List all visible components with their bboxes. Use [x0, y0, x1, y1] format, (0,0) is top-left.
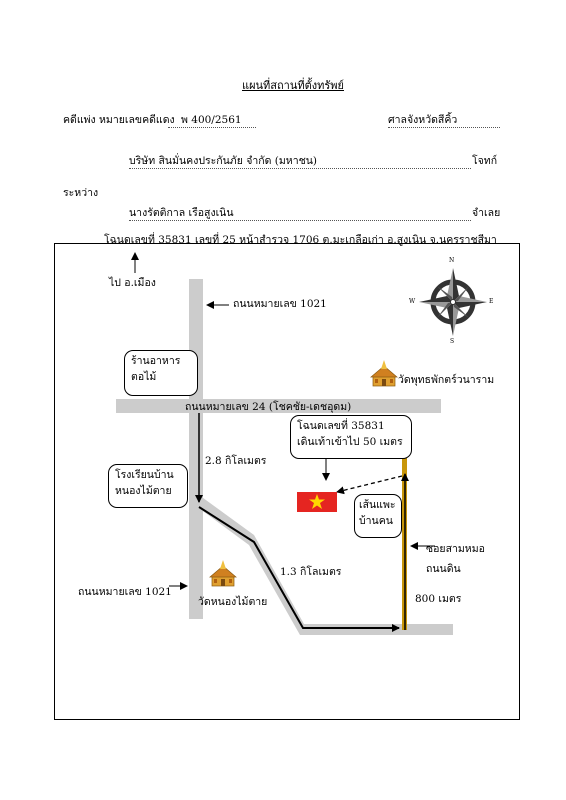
temple-2-label: วัดหนองไม้ตาย — [198, 596, 268, 608]
distance-2-8-km: 2.8 กิโลเมตร — [205, 455, 267, 467]
court-dotted-line — [388, 127, 500, 128]
school-box — [108, 464, 188, 508]
soi-line-1: ซอยสามหมอ — [426, 543, 485, 555]
soi-label — [426, 540, 485, 580]
compass-east: E — [489, 298, 494, 305]
case-number: พ 400/2561 — [181, 114, 242, 126]
page-title: แผนที่สถานที่ตั้งทรัพย์ — [242, 79, 344, 92]
plaintiff-role: โจทก์ — [472, 155, 498, 167]
school-line-1: โรงเรียนบ้าน — [115, 469, 174, 481]
temple-icon — [210, 560, 236, 586]
distance-800-m: 800 เมตร — [415, 593, 462, 605]
distance-1-3-km: 1.3 กิโลเมตร — [280, 566, 342, 578]
deed-box — [290, 415, 412, 459]
defendant-role: จำเลย — [472, 207, 501, 219]
restaurant-line-1: ร้านอาหาร — [131, 355, 181, 367]
case-label: คดีแพ่ง หมายเลขคดีแดง — [63, 114, 175, 126]
road-24-label: ถนนหมายเลข 24 (โชคชัย-เดชอุดม) — [185, 401, 352, 413]
compass-south: S — [450, 338, 455, 345]
soi-line-2: ถนนดิน — [426, 562, 461, 575]
road-1021-top-label: ถนนหมายเลข 1021 — [233, 298, 327, 310]
deed-box-line-1: โฉนดเลขที่ 35831 — [297, 420, 385, 432]
court-name: ศาลจังหวัดสีคิ้ว — [388, 114, 458, 126]
road-1021-bottom-label: ถนนหมายเลข 1021 — [78, 586, 172, 598]
compass-west: W — [409, 298, 416, 305]
temple-1-label: วัดพุทธพักตร์วนาราม — [398, 374, 495, 386]
deed-line: โฉนดเลขที่ 35831 เลขที่ 25 หน้าสำรวจ 1706 ต.มะเกลือเก่า อ.สูงเนิน จ.นครราชสีมา — [104, 234, 497, 246]
location-map — [54, 243, 520, 720]
deed-box-line-2: เดินเท้าเข้าไป 50 เมตร — [297, 436, 403, 449]
to-city-label: ไป อ.เมือง — [109, 277, 156, 289]
footpath-line-1: เส้นแพะ — [359, 499, 396, 511]
school-line-2: หนองไม้ตาย — [115, 485, 172, 498]
footpath-box — [354, 494, 402, 538]
defendant-dotted-line — [129, 220, 471, 221]
road-branch — [196, 495, 453, 635]
footpath-line-2: บ้านคน — [359, 515, 393, 528]
footpath-dashed — [337, 476, 402, 492]
restaurant-line-2: ตอไม้ — [131, 371, 157, 384]
compass-rose-icon — [419, 268, 487, 336]
between-label: ระหว่าง — [63, 187, 99, 199]
property-flag-icon — [297, 492, 337, 512]
plaintiff-dotted-line — [129, 168, 471, 169]
plaintiff-name: บริษัท สินมั่นคงประกันภัย จำกัด (มหาชน) — [129, 155, 318, 167]
temple-icon — [371, 360, 397, 386]
compass-north: N — [449, 257, 455, 264]
road-1021 — [189, 279, 203, 619]
restaurant-box — [124, 350, 198, 396]
defendant-name: นางรัตติกาล เรือสูงเนิน — [129, 207, 234, 219]
case-number-dotted-line — [168, 127, 256, 128]
